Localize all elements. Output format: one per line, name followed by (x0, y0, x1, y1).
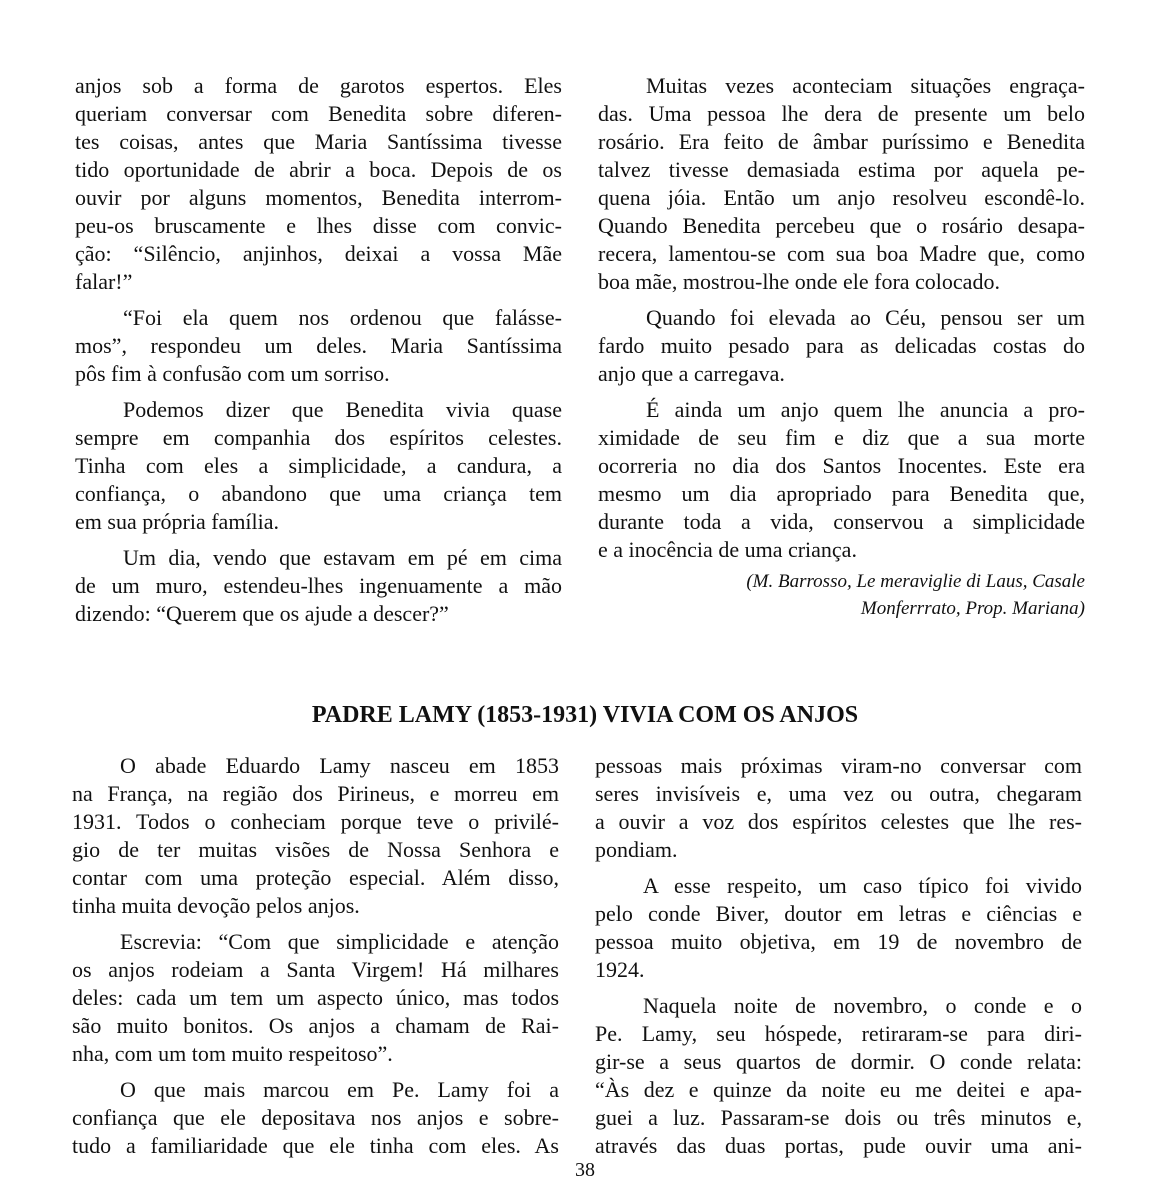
text-line: na França, na região dos Pirineus, e morreu em (72, 781, 559, 806)
text-line: dizendo: “Querem que os ajude a descer?” (75, 601, 449, 626)
text-line: O abade Eduardo Lamy nasceu em 1853 (120, 753, 559, 778)
text-line: Um dia, vendo que estavam em pé em cima (123, 545, 562, 570)
text-line: pessoas mais próximas viram-no conversar com (595, 753, 1082, 778)
bottom-left-column (72, 752, 559, 1160)
text-line: durante toda a vida, conservou a simplicidade (598, 509, 1085, 534)
text-line: A esse respeito, um caso típico foi vivido (643, 873, 1082, 898)
text-line: quena jóia. Então um anjo resolveu escondê-lo. (598, 185, 1085, 210)
text-line: Quando Benedita percebeu que o rosário desapa- (598, 213, 1085, 238)
text-line: Podemos dizer que Benedita vivia quase (123, 397, 562, 422)
text-line: É ainda um anjo quem lhe anuncia a pro- (646, 397, 1085, 422)
text-line: os anjos rodeiam a Santa Virgem! Há milhares (72, 957, 559, 982)
text-line: falar!” (75, 269, 133, 294)
text-line: das. Uma pessoa lhe dera de presente um belo (598, 101, 1085, 126)
text-line: anjo que a carregava. (598, 361, 785, 386)
text-line: fardo muito pesado para as delicadas costas do (598, 333, 1085, 358)
paragraph (598, 304, 1085, 388)
text-line: tido oportunidade de abrir a boca. Depois de os (75, 157, 562, 182)
paragraph (72, 1076, 559, 1160)
paragraph (595, 752, 1082, 864)
text-line: anjos sob a forma de garotos espertos. Eles (75, 73, 562, 98)
paragraph (75, 544, 562, 628)
text-line: gir-se a seus quartos de dormir. O conde relata: (595, 1049, 1082, 1074)
text-line: pelo conde Biver, doutor em letras e ciências e (595, 901, 1082, 926)
text-line: pondiam. (595, 837, 678, 862)
paragraph (75, 72, 562, 296)
text-line: guei a luz. Passaram-se dois ou três minutos e, (595, 1105, 1082, 1130)
paragraph (598, 396, 1085, 564)
citation-line: Monferrrato, Prop. Mariana) (860, 598, 1085, 619)
citation (598, 568, 1085, 622)
citation-line: (M. Barrosso, Le meraviglie di Laus, Casale (746, 571, 1085, 592)
text-line: nha, com um tom muito respeitoso”. (72, 1041, 393, 1066)
text-line: Escrevia: “Com que simplicidade e atenção (120, 929, 559, 954)
text-line: Pe. Lamy, seu hóspede, retiraram-se para diri- (595, 1021, 1082, 1046)
text-line: seres invisíveis e, uma vez ou outra, chegaram (595, 781, 1082, 806)
top-left-column (75, 72, 562, 628)
paragraph (75, 396, 562, 536)
text-line: 1931. Todos o conheciam porque teve o privilé- (72, 809, 559, 834)
paragraph (595, 872, 1082, 984)
paragraph (72, 752, 559, 920)
section-title: PADRE LAMY (1853-1931) VIVIA COM OS ANJOS (311, 702, 859, 728)
text-line: e a inocência de uma criança. (598, 537, 857, 562)
paragraph (595, 992, 1082, 1160)
text-line: mos”, respondeu um deles. Maria Santíssima (75, 333, 562, 358)
text-line: em sua própria família. (75, 509, 280, 534)
text-line: confiança, o abandono que uma criança tem (75, 481, 562, 506)
text-line: são muito bonitos. Os anjos a chamam de Rai- (72, 1013, 559, 1038)
text-line: “Foi ela quem nos ordenou que falásse- (123, 305, 562, 330)
bottom-right-column (595, 752, 1082, 1160)
paragraph (598, 72, 1085, 296)
text-line: talvez tivesse demasiada estima por aquela pe- (598, 157, 1085, 182)
text-line: tudo a familiaridade que ele tinha com eles. As (72, 1133, 559, 1158)
text-line: pôs fim à confusão com um sorriso. (75, 361, 390, 386)
paragraph (72, 928, 559, 1068)
text-line: pessoa muito objetiva, em 19 de novembro de (595, 929, 1082, 954)
paragraph (75, 304, 562, 388)
text-line: Tinha com eles a simplicidade, a candura, a (75, 453, 562, 478)
text-line: Quando foi elevada ao Céu, pensou ser um (646, 305, 1085, 330)
page-number: 38 (575, 1159, 595, 1181)
top-right-column (598, 72, 1085, 622)
text-line: através das duas portas, pude ouvir uma ani- (595, 1133, 1082, 1158)
text-line: deles: cada um tem um aspecto único, mas todos (72, 985, 559, 1010)
text-line: confiança que ele depositava nos anjos e sobre- (72, 1105, 559, 1130)
text-line: rosário. Era feito de âmbar puríssimo e Benedita (598, 129, 1085, 154)
text-line: ocorreria no dia dos Santos Inocentes. Este era (598, 453, 1085, 478)
text-line: de um muro, estendeu-lhes ingenuamente a mão (75, 573, 562, 598)
text-line: 1924. (595, 957, 645, 982)
text-line: O que mais marcou em Pe. Lamy foi a (120, 1077, 559, 1102)
text-line: tinha muita devoção pelos anjos. (72, 893, 360, 918)
text-line: contar com uma proteção especial. Além disso, (72, 865, 559, 890)
text-line: tes coisas, antes que Maria Santíssima tivesse (75, 129, 562, 154)
text-line: recera, lamentou-se com sua boa Madre que, como (598, 241, 1085, 266)
text-line: Naquela noite de novembro, o conde e o (643, 993, 1082, 1018)
text-line: sempre em companhia dos espíritos celestes. (75, 425, 562, 450)
text-line: mesmo um dia apropriado para Benedita que, (598, 481, 1085, 506)
text-line: ximidade de seu fim e diz que a sua morte (598, 425, 1085, 450)
text-line: ouvir por alguns momentos, Benedita interrom- (75, 185, 562, 210)
text-line: boa mãe, mostrou-lhe onde ele fora colocado. (598, 269, 1000, 294)
text-line: peu-os bruscamente e lhes disse com convic- (75, 213, 562, 238)
text-line: a ouvir a voz dos espíritos celestes que lhe res- (595, 809, 1082, 834)
text-line: gio de ter muitas visões de Nossa Senhora e (72, 837, 559, 862)
text-line: “Às dez e quinze da noite eu me deitei e apa- (595, 1077, 1082, 1102)
text-line: ção: “Silêncio, anjinhos, deixai a vossa Mãe (75, 241, 562, 266)
text-line: queriam conversar com Benedita sobre diferen- (75, 101, 562, 126)
text-line: Muitas vezes aconteciam situações engraça- (646, 73, 1085, 98)
